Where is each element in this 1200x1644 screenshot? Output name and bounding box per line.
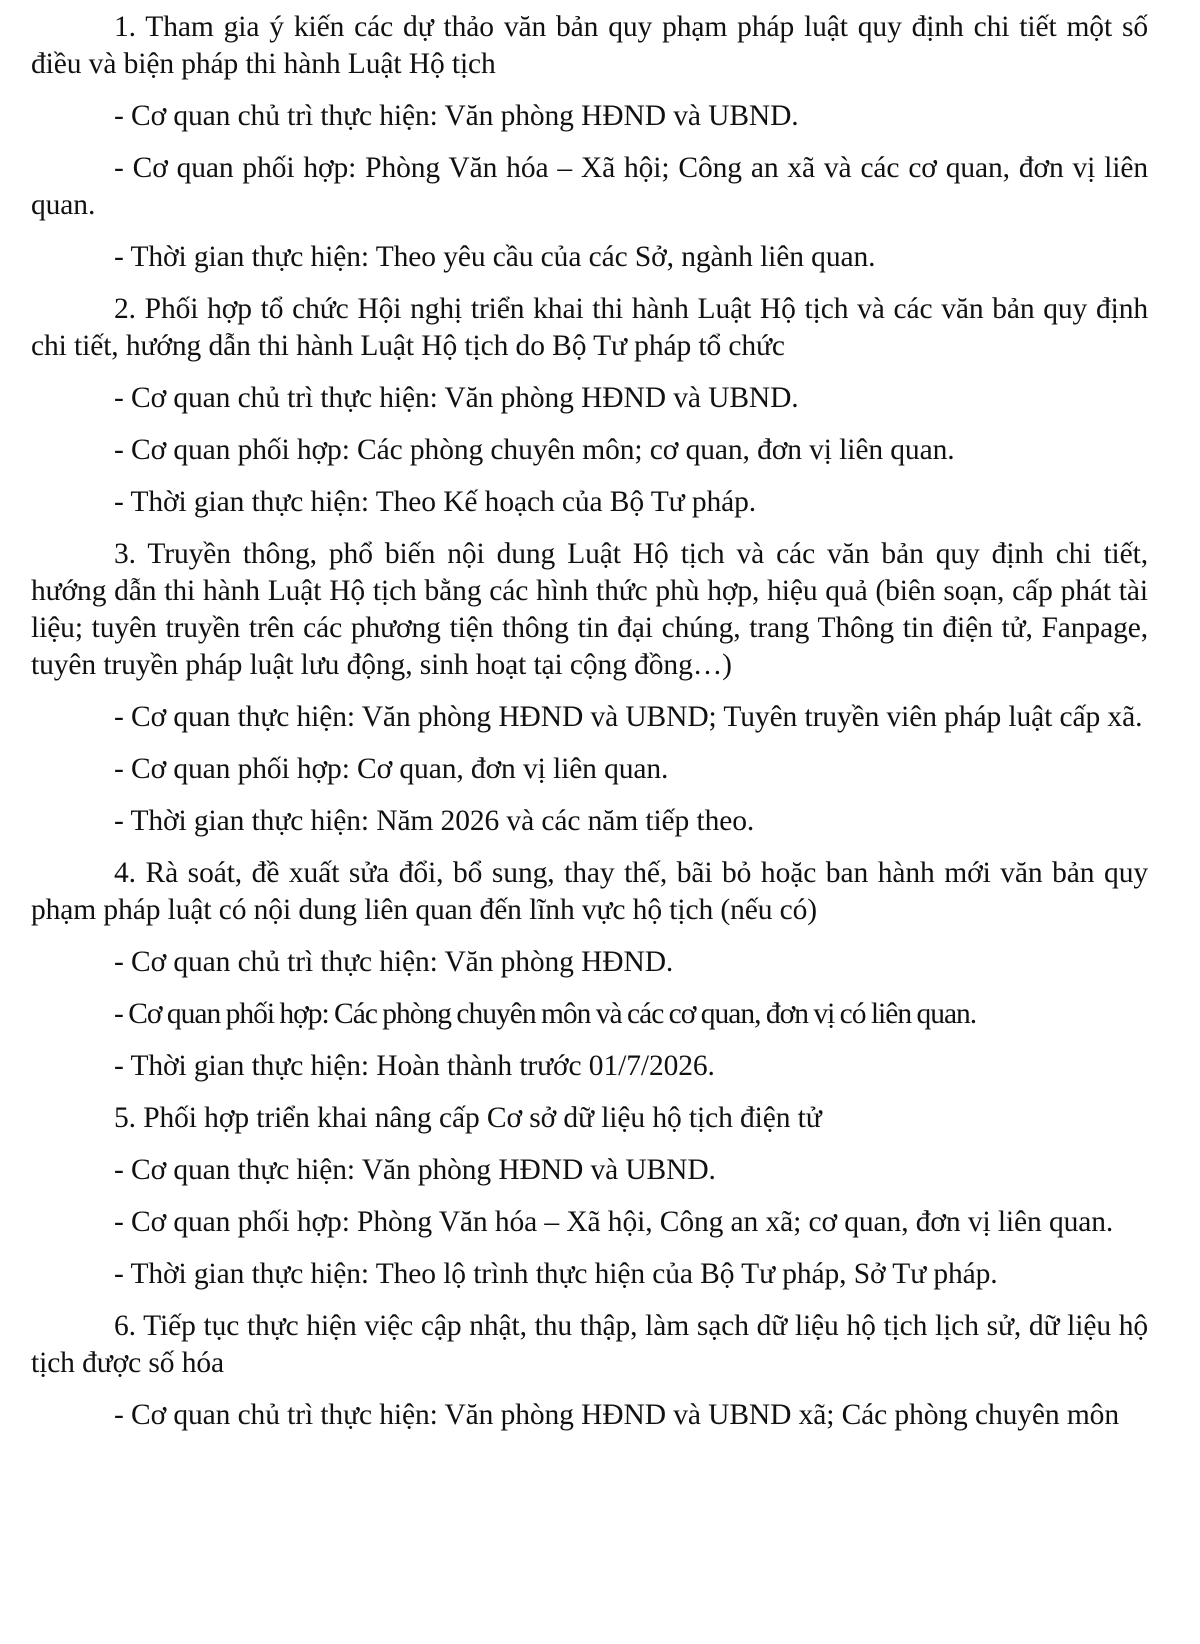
item-1-heading: 1. Tham gia ý kiến các dự thảo văn bản quy phạm pháp luật quy định chi tiết một số điều và biện pháp thi hành Luật Hộ tịch bbox=[31, 11, 1148, 80]
item-2-timeline: - Thời gian thực hiện: Theo Kế hoạch của Bộ Tư pháp. bbox=[114, 486, 757, 518]
item-5-timeline: - Thời gian thực hiện: Theo lộ trình thực hiện của Bộ Tư pháp, Sở Tư pháp. bbox=[114, 1258, 998, 1290]
item-5-implementing-agency: - Cơ quan thực hiện: Văn phòng HĐND và UBND. bbox=[114, 1154, 716, 1186]
item-3-heading: 3. Truyền thông, phổ biến nội dung Luật Hộ tịch và các văn bản quy định chi tiết, hướng dẫn thi hành Luật Hộ tịch bằng các hình thức phù hợp, hiệu quả (biên soạn, cấp phát tài liệu; tuyên truyền trên các phương tiện thông tin đại chúng, trang Thông tin điện tử, Fanpage, tuyên truyền pháp luật lưu động, sinh hoạt tại cộng đồng…) bbox=[31, 538, 1148, 681]
item-3-timeline: - Thời gian thực hiện: Năm 2026 và các năm tiếp theo. bbox=[114, 805, 755, 837]
item-2-lead-agency: - Cơ quan chủ trì thực hiện: Văn phòng HĐND và UBND. bbox=[114, 382, 799, 414]
item-3-coordinating-agency: - Cơ quan phối hợp: Cơ quan, đơn vị liên quan. bbox=[114, 753, 669, 785]
item-2-coordinating-agency: - Cơ quan phối hợp: Các phòng chuyên môn; cơ quan, đơn vị liên quan. bbox=[114, 434, 955, 466]
item-4-lead-agency: - Cơ quan chủ trì thực hiện: Văn phòng HĐND. bbox=[114, 946, 674, 978]
item-3-implementing-agency: - Cơ quan thực hiện: Văn phòng HĐND và UBND; Tuyên truyền viên pháp luật cấp xã. bbox=[114, 701, 1143, 733]
item-6-lead-agency: - Cơ quan chủ trì thực hiện: Văn phòng HĐND và UBND xã; Các phòng chuyên môn bbox=[114, 1399, 1119, 1431]
item-4-heading: 4. Rà soát, đề xuất sửa đổi, bổ sung, thay thế, bãi bỏ hoặc ban hành mới văn bản quy phạm pháp luật có nội dung liên quan đến lĩnh vực hộ tịch (nếu có) bbox=[31, 857, 1148, 926]
item-4-timeline: - Thời gian thực hiện: Hoàn thành trước 01/7/2026. bbox=[114, 1050, 715, 1082]
item-1-lead-agency: - Cơ quan chủ trì thực hiện: Văn phòng HĐND và UBND. bbox=[114, 100, 799, 132]
item-5-coordinating-agency: - Cơ quan phối hợp: Phòng Văn hóa – Xã hội, Công an xã; cơ quan, đơn vị liên quan. bbox=[114, 1206, 1114, 1238]
item-5-heading: 5. Phối hợp triển khai nâng cấp Cơ sở dữ liệu hộ tịch điện tử bbox=[114, 1102, 822, 1134]
item-1-timeline: - Thời gian thực hiện: Theo yêu cầu của các Sở, ngành liên quan. bbox=[114, 241, 876, 273]
item-4-coordinating-agency: - Cơ quan phối hợp: Các phòng chuyên môn và các cơ quan, đơn vị có liên quan. bbox=[114, 998, 977, 1030]
item-1-coordinating-agency: - Cơ quan phối hợp: Phòng Văn hóa – Xã hội; Công an xã và các cơ quan, đơn vị liên quan. bbox=[31, 152, 1148, 221]
item-2-heading: 2. Phối hợp tổ chức Hội nghị triển khai thi hành Luật Hộ tịch và các văn bản quy định chi tiết, hướng dẫn thi hành Luật Hộ tịch do Bộ Tư pháp tổ chức bbox=[31, 293, 1148, 362]
item-6-heading: 6. Tiếp tục thực hiện việc cập nhật, thu thập, làm sạch dữ liệu hộ tịch lịch sử, dữ liệu hộ tịch được số hóa bbox=[31, 1310, 1148, 1379]
